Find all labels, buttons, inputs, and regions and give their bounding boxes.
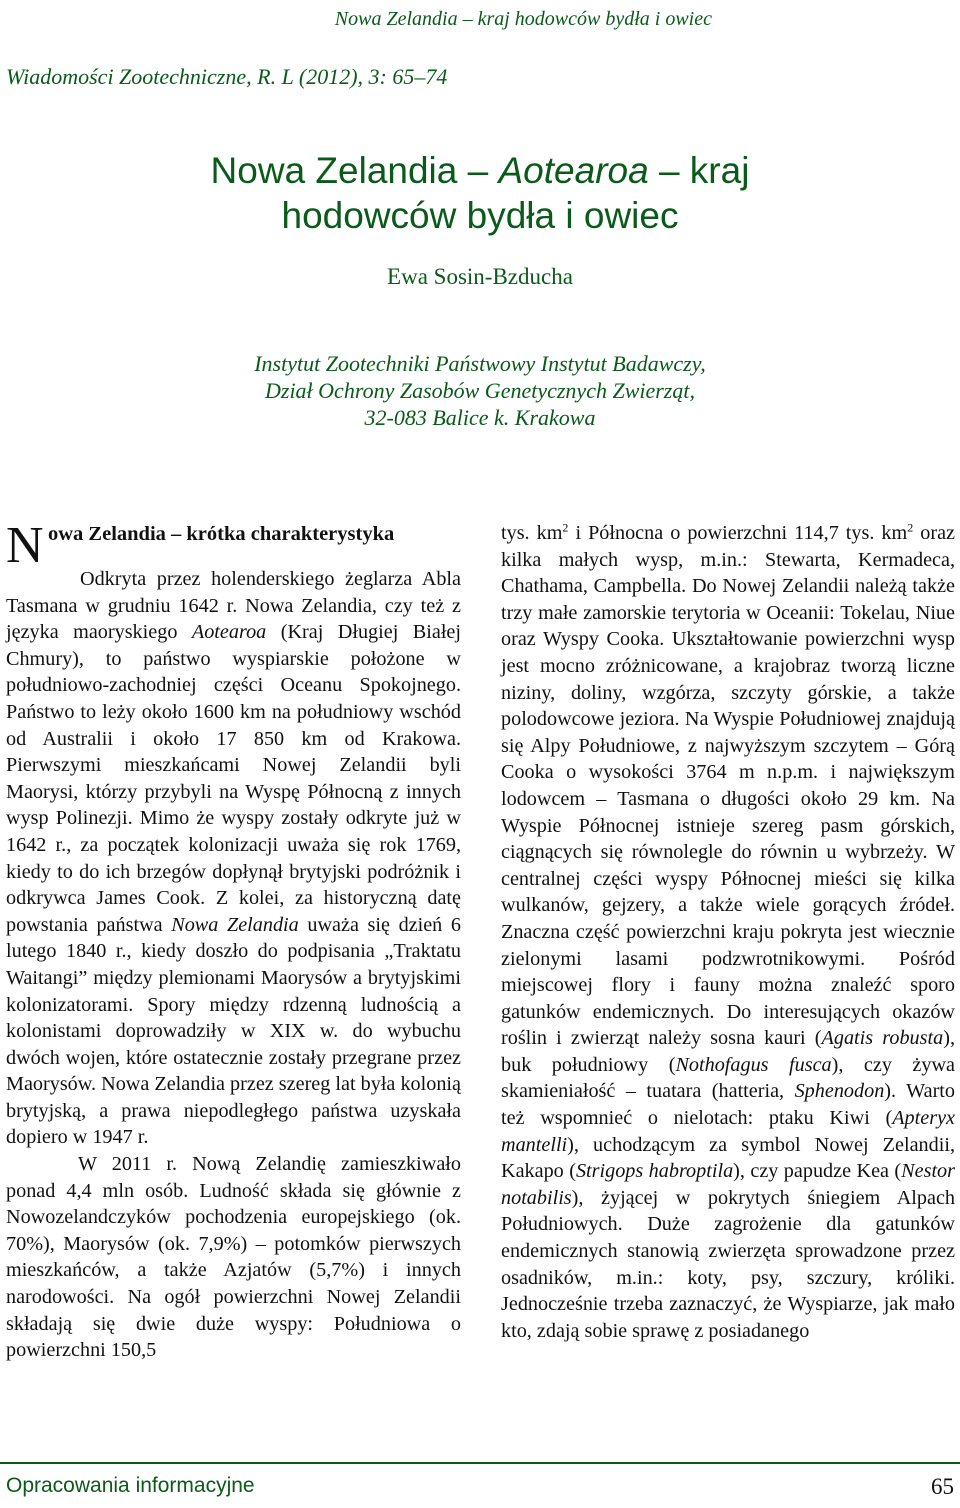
p1-italic-aotearoa: Aotearoa [191, 621, 267, 644]
paragraph-2: W 2011 r. Nową Zelandię zamieszkiwało ponad 4,4 mln osób. Ludność składa się głównie z Nowozelandczyków pochodzenia europejskiego (ok. 70%), Maorysów (ok. 7,9%) – potomków pierwszych mieszkańców, a także Azjatów (5,7%) i innych narodowości. Na ogół powierzchni Nowej Zelandii składają się dwie duże wyspy: Południowa o powierzchni 150,5 [6, 1153, 461, 1362]
affiliation-line3: 32-083 Balice k. Krakowa [364, 405, 596, 430]
title-line2: hodowców bydła i owiec [281, 195, 679, 236]
footer-section-name: Opracowania informacyjne [6, 1474, 255, 1497]
journal-reference: Wiadomości Zootechniczne, R. L (2012), 3: 65–74 [6, 64, 448, 89]
italic-nestor: Nestor notabilis [501, 1160, 955, 1209]
p3-text-c: oraz kilka małych wysp, m.in.: Stewarta, Kermadeca, Chathama, Campbella. Do Nowej Zelandii należą także trzy małe zamorskie terytoria w Oceanii: Tokelau, Niue oraz Wyspy Cooka. Ukształtowanie powierzchni wysp jest mocno zróżnicowane, a krajobraz tworzą liczne niziny, doliny, wzgórza, szczyty górskie, a także polodowcowe jeziora. Na Wyspie Południowej znajdują się Alpy Południowe, z najwyższym szczytem – Górą Cooka o wysokości 3764 m n.p.m. i największym lodowcem – Tasmana o długości około 29 km. Na Wyspie Północnej istnieje szereg pasm górskich, ciągnących się równolegle do równin u wybrzeży. W centralnej części wyspy Północnej mieści się kilka wulkanów, gejzery, a także wiele gorących źródeł. Znaczna część powierzchni kraju pokryta jest wiecznie zielonymi lasami podzwrotnikowymi. Pośród miejscowej flory i fauny można znaleźć sporo gatunków endemicznych. Do interesujących okazów roślin i zwierząt należy sosna kauri ( [501, 522, 955, 1050]
p3-text-e: ), czy żywa skamieniałość – tuatara (hatteria, [501, 1053, 955, 1103]
p1-text-b: (Kraj Długiej Białej Chmury), to państwo wyspiarskie położone w południowo-zachodniej części Oceanu Spokojnego. Państwo to leży około 1600 km na południowy wschód od Australii i około 17 850 km od Krakowa. Pierwszymi mieszkańcami Nowej Zelandii byli Maorysi, którzy przybyli na Wyspę Północną z innych wysp Polinezji. Mimo że wyspy zostały odkryte już w 1642 r., za początek kolonizacji uważa się rok 1769, kiedy to do ich brzegów dopłynął brytyjski podróżnik i odkrywca James Cook. Z kolei, za historyczną datę powstania państwa [6, 621, 461, 936]
left-column [6, 517, 461, 1364]
superscript-2: 2 [562, 520, 569, 535]
italic-agatis: Agatis robusta [821, 1027, 944, 1050]
italic-nothofagus: Nothofagus fusca [675, 1053, 832, 1076]
page-number: 65 [931, 1474, 954, 1499]
p1-text-a: Odkryta przez holenderskiego żeglarza Abla Tasmana w grudniu 1642 r. Nowa Zelandia, czy też z języka maoryskiego [6, 568, 461, 644]
italic-sphenodon: Sphenodon [794, 1080, 885, 1103]
drop-cap: N [6, 517, 44, 574]
paragraph-3 [501, 520, 955, 1344]
p1-italic-nowa-zelandia: Nowa Zelandia [171, 913, 299, 936]
footer-divider [0, 1462, 960, 1464]
affiliation-line1: Instytut Zootechniki Państwowy Instytut Badawczy, [254, 351, 706, 376]
p3-text-h: ), czy papudze Kea ( [733, 1160, 902, 1183]
affiliation-line2: Dział Ochrony Zasobów Genetycznych Zwierząt, [265, 378, 695, 403]
italic-apteryx: Apteryx mantelli [501, 1107, 955, 1156]
p3-text-f: ). Warto też wspomnieć o nielotach: ptaku Kiwi ( [501, 1080, 955, 1130]
title-italic: Aotearoa [498, 150, 649, 191]
section-heading-row [6, 517, 461, 574]
section-heading: owa Zelandia – krótka charakterystyka [48, 523, 395, 545]
p3-text-k: ), żyjącej w pokrytych śniegiem Alpach Południowych. Duże zagrożenie dla gatunków endemicznych stanowią zwierzęta sprowadzone przez osadników, m.in.: koty, psy, szczury, króliki. Jednocześnie trzeba zaznaczyć, że Wyspiarze, jak mało kto, zdają sobie sprawę z posiadanego [501, 1186, 955, 1342]
article-title [0, 148, 960, 238]
p3-text-b: i Północna o powierzchni 114,7 tys. km [568, 522, 908, 544]
running-head: Nowa Zelandia – kraj hodowców bydła i owiec [334, 8, 712, 30]
title-part1: Nowa Zelandia – [210, 150, 499, 191]
title-part2: – kraj [648, 150, 750, 191]
italic-strigops: Strigops habroptila [575, 1160, 734, 1183]
author-name: Ewa Sosin-Bzducha [387, 264, 573, 289]
p3-text-g: ), uchodzącym za symbol Nowej Zelandii, Kakapo ( [501, 1133, 955, 1183]
paragraph-1 [6, 566, 461, 1151]
p3-text-d: ), buk południowy ( [501, 1027, 955, 1076]
superscript-2b: 2 [907, 520, 914, 535]
p1-text-c: uważa się dzień 6 lutego 1840 r., kiedy doszło do podpisania „Traktatu Waitangi” między plemionami Maorysów a brytyjskimi kolonizatorami. Spory między rdzenną ludnością a kolonistami doprowadziły w XIX w. do wybuchu dwóch wojen, które ostatecznie zostały przegrane przez Maorysów. Nowa Zelandia przez szereg lat była kolonią brytyjską, a prawa niepodległego państwa uzyskała dopiero w 1947 r. [6, 913, 461, 1149]
right-column [501, 520, 955, 1344]
p3-text-a: tys. km [501, 522, 563, 544]
affiliation [0, 350, 960, 431]
